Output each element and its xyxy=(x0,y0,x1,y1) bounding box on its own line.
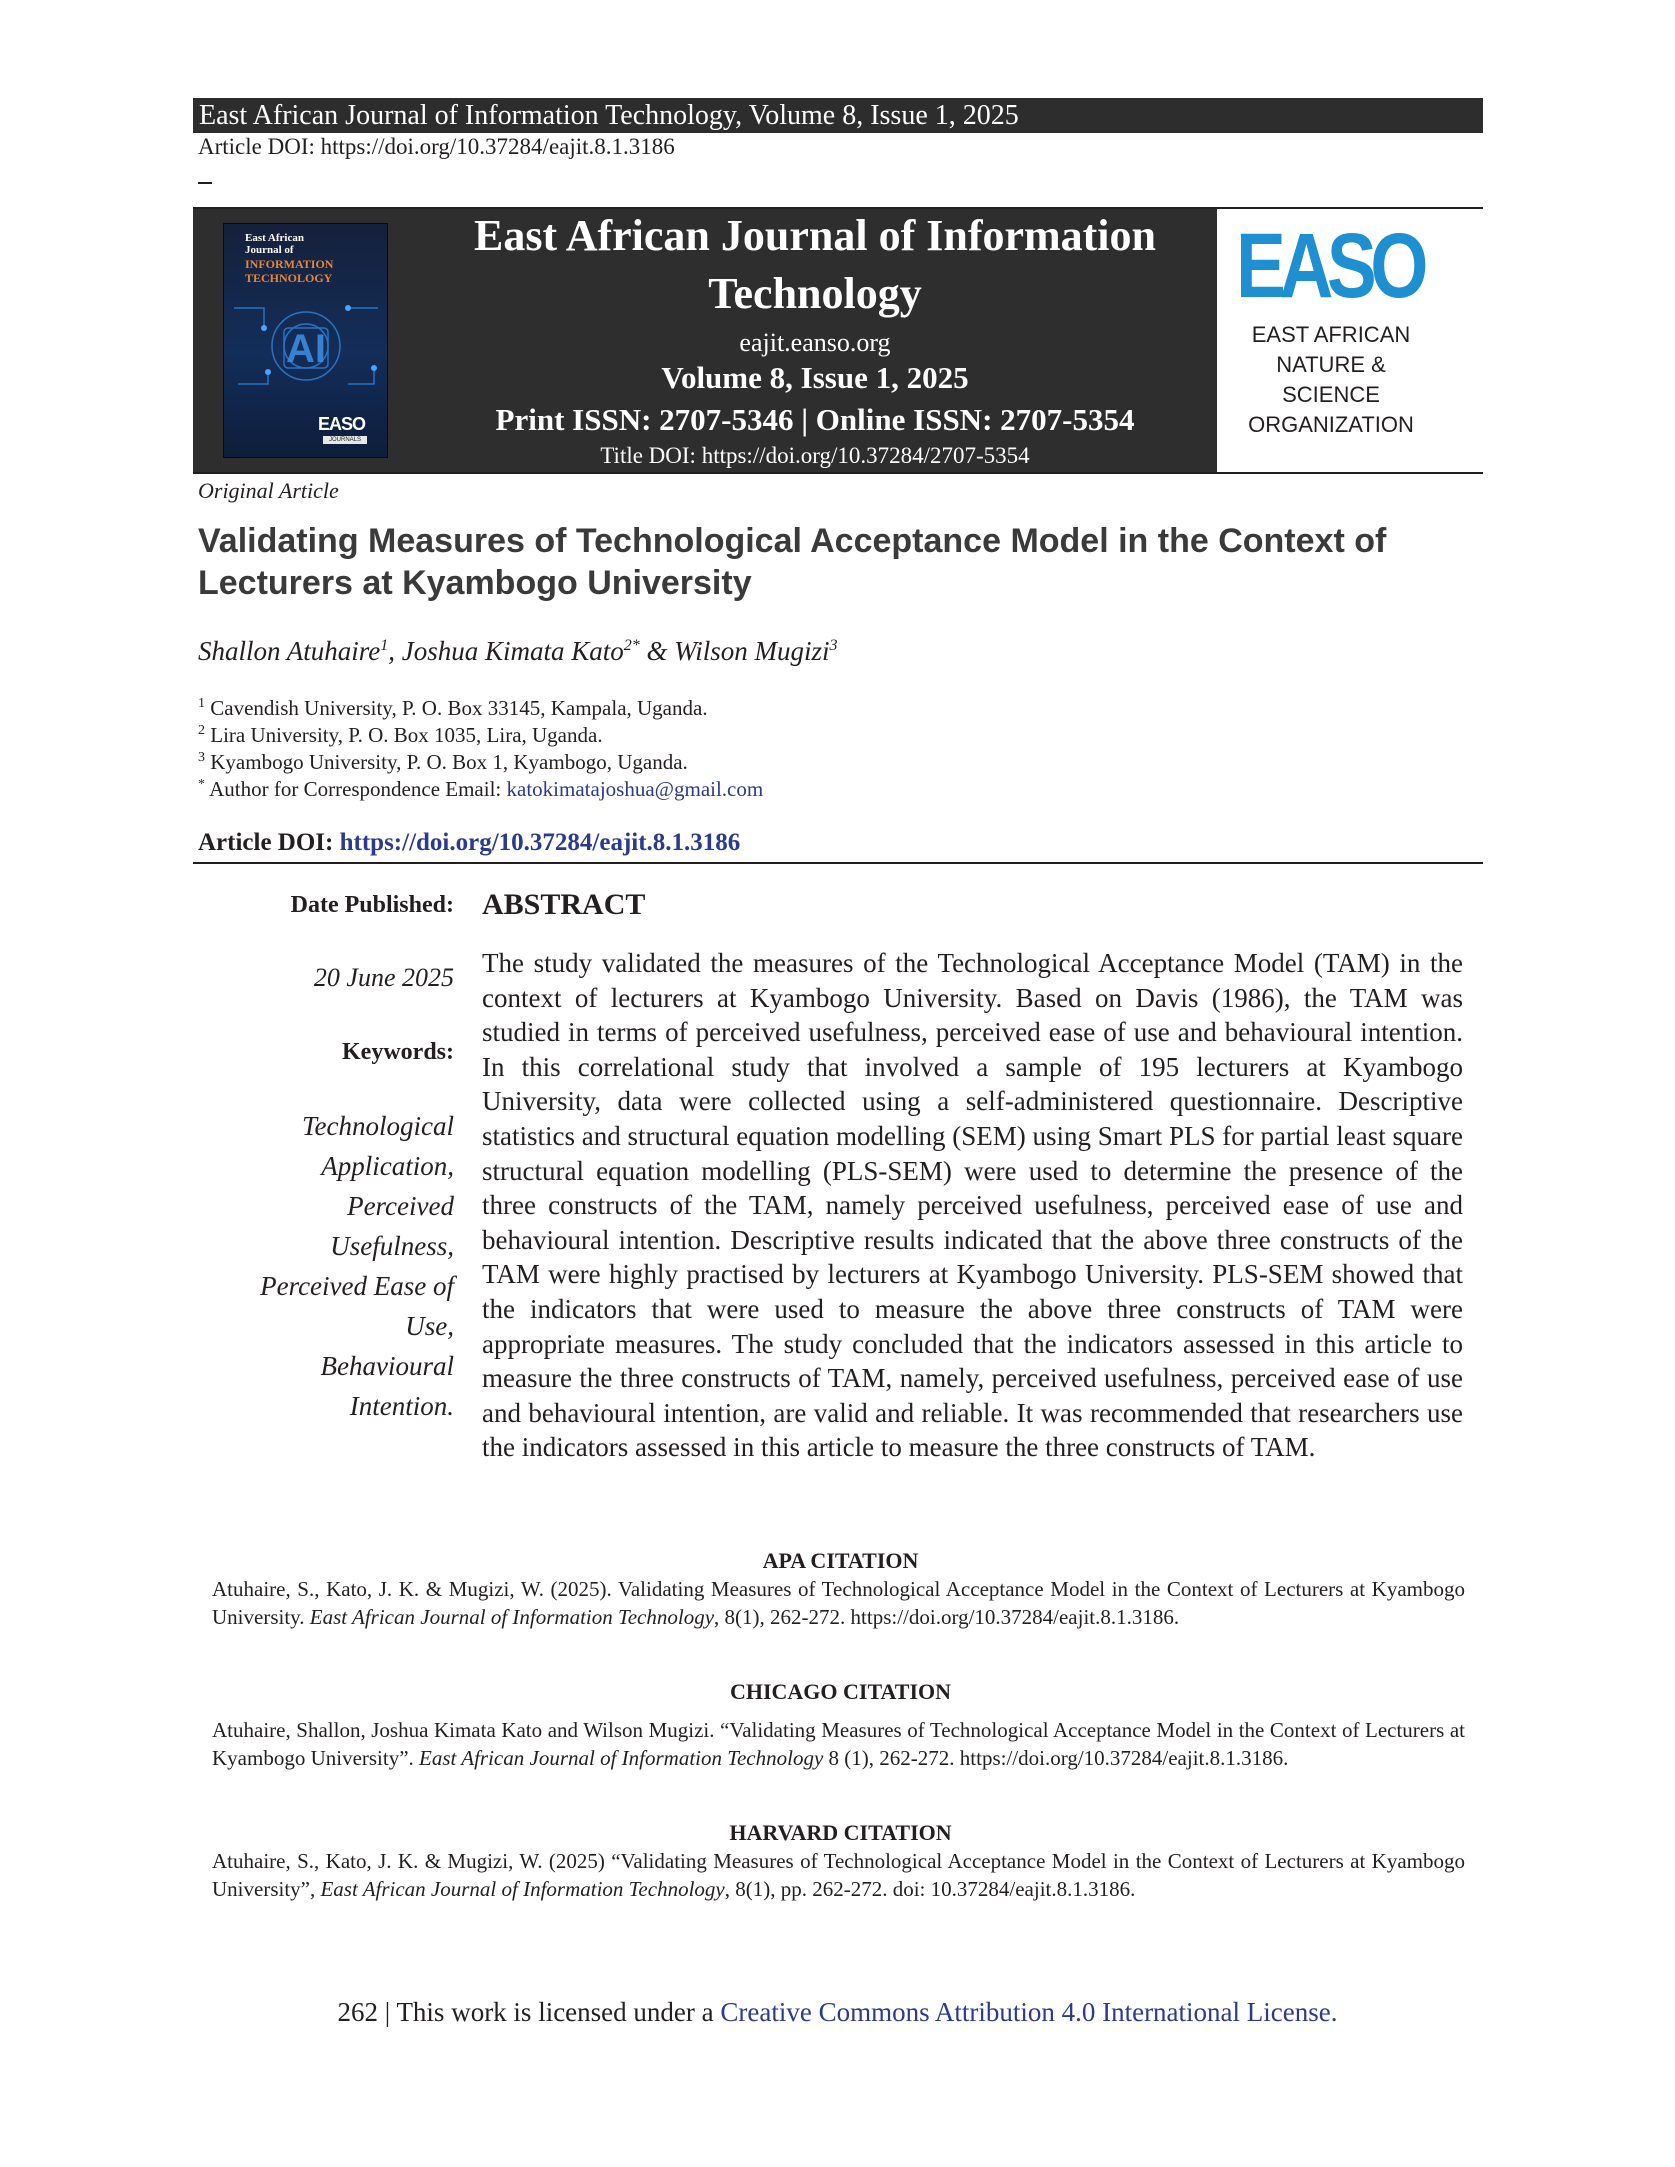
affiliation-text: Lira University, P. O. Box 1035, Lira, Uganda. xyxy=(210,723,603,747)
citation-text: Atuhaire, Shallon, Joshua Kimata Kato and Wilson Mugizi. “Validating Measures of Technological Acceptance Model in the Context of Lecturers at Kyambogo University”. xyxy=(212,1718,1465,1770)
svg-text:AI: AI xyxy=(286,327,326,371)
citation-text: 8 (1), 262-272. https://doi.org/10.37284/eajit.8.1.3186. xyxy=(823,1746,1289,1770)
correspondence xyxy=(198,771,763,803)
org-name-line-3: SCIENCE xyxy=(1282,382,1380,407)
cover-logo: EASO xyxy=(318,414,366,434)
keyword-line: Perceived xyxy=(347,1191,454,1221)
affiliation-mark: 2 xyxy=(198,723,205,738)
journal-volume-issue: Volume 8, Issue 1, 2025 xyxy=(661,360,969,395)
citation-text: , 8(1), pp. 262-272. doi: 10.37284/eajit.8.1.3186. xyxy=(724,1877,1136,1901)
organization-name xyxy=(1222,320,1440,440)
affiliation-mark: 3 xyxy=(198,750,205,765)
journal-title-doi: Title DOI: https://doi.org/10.37284/2707-5354 xyxy=(600,443,1030,468)
license-link[interactable]: Creative Commons Attribution 4.0 International License xyxy=(720,1997,1331,2027)
org-name-line-1: EAST AFRICAN xyxy=(1251,322,1411,347)
keyword-line: Perceived Ease of xyxy=(260,1271,454,1301)
journal-title: East African Journal of Information Technology xyxy=(474,211,1156,318)
author-separator: & xyxy=(639,636,675,666)
keywords-label: Keywords: xyxy=(342,1039,454,1065)
correspondence-mark: * xyxy=(198,777,205,792)
chicago-citation-text xyxy=(212,1716,1465,1772)
affiliation-text: Cavendish University, P. O. Box 33145, Kampala, Uganda. xyxy=(210,696,708,720)
journal-website[interactable]: eajit.eanso.org xyxy=(739,328,891,357)
author-name: Wilson Mugizi xyxy=(674,636,830,666)
affiliation-text: Kyambogo University, P. O. Box 1, Kyambogo, Uganda. xyxy=(210,750,688,774)
apa-citation-heading: APA CITATION xyxy=(762,1548,919,1573)
apa-citation-text xyxy=(212,1575,1465,1631)
banner-bottom-rule xyxy=(193,472,1483,474)
cover-text-2: Journal of xyxy=(245,244,294,256)
harvard-citation-heading: HARVARD CITATION xyxy=(729,1820,952,1845)
correspondence-email-link[interactable]: katokimatajoshua@gmail.com xyxy=(506,777,764,801)
date-published-label: Date Published: xyxy=(290,892,454,918)
svg-text:EASO: EASO xyxy=(1236,215,1426,317)
article-type: Original Article xyxy=(198,478,339,503)
citation-text: Atuhaire, S., Kato, J. K. & Mugizi, W. (2025). Validating Measures of Technological Acceptance Model in the Context of Lecturers at Kyambogo University. xyxy=(212,1577,1465,1629)
keyword-line: Intention. xyxy=(349,1391,454,1421)
article-doi xyxy=(198,829,740,857)
author-name: Shallon Atuhaire xyxy=(198,636,381,666)
keyword-line: Application, xyxy=(321,1151,454,1181)
page-footer xyxy=(0,1995,1675,2029)
author-affiliation-mark: 3 xyxy=(829,637,838,654)
cover-logo-sub: JOURNALS xyxy=(323,436,367,444)
abstract-heading: ABSTRACT xyxy=(482,888,646,921)
footer-text: This work is licensed under a xyxy=(396,1997,721,2027)
affiliation-mark: 1 xyxy=(198,696,205,711)
doi-rule xyxy=(193,862,1483,864)
cover-text-1: East African xyxy=(245,232,304,244)
footer-end: . xyxy=(1330,1997,1338,2027)
correspondence-label: Author for Correspondence Email: xyxy=(209,777,507,801)
article-doi-label: Article DOI: xyxy=(198,829,340,856)
footer-separator: | xyxy=(378,1997,397,2027)
article-doi-link[interactable]: https://doi.org/10.37284/eajit.8.1.3186 xyxy=(339,829,741,856)
journal-issn: Print ISSN: 2707-5346 | Online ISSN: 2707-5354 xyxy=(495,402,1135,437)
keyword-line: Usefulness, xyxy=(330,1231,454,1261)
org-name-line-2: NATURE & xyxy=(1276,352,1386,377)
paper-title: Validating Measures of Technological Acceptance Model in the Context of Lecturers at Kyambogo University xyxy=(198,522,1387,602)
keyword-line: Technological xyxy=(302,1111,454,1141)
cover-text-3: INFORMATION xyxy=(245,257,334,271)
citation-text: Atuhaire, S., Kato, J. K. & Mugizi, W. (2025) “Validating Measures of Technological Acceptance Model in the Context of Lecturers at Kyambogo University”, xyxy=(212,1849,1465,1901)
running-header-journal: East African Journal of Information Technology, Volume 8, Issue 1, 2025 xyxy=(193,98,1483,133)
cover-text-4: TECHNOLOGY xyxy=(245,271,333,285)
keyword-line: Use, xyxy=(405,1311,454,1341)
header-mark xyxy=(198,182,212,184)
keyword-line: Behavioural xyxy=(320,1351,454,1381)
author-affiliation-mark: 2* xyxy=(623,637,640,654)
harvard-citation-text xyxy=(212,1847,1465,1903)
easo-logo-icon xyxy=(1236,215,1426,317)
abstract-text: The study validated the measures of the Technological Acceptance Model (TAM) in the context of lecturers at Kyambogo University. Based on Davis (1986), the TAM was studied in terms of perceived usefulness, perceived ease of use and behavioural intention. In this correlational study that involved a sample of 195 lecturers at Kyambogo University, data were collected using a self-administered questionnaire. Descriptive statistics and structural equation modelling (SEM) using Smart PLS for partial least square structural equation modelling (PLS-SEM) were used to determine the presence of the three constructs of the TAM, namely perceived usefulness, perceived ease of use and behavioural intention. Descriptive results indicated that the above three constructs of the TAM were highly practised by lecturers at Kyambogo University. PLS-SEM showed that the indicators that were used to measure the above three constructs of TAM were appropriate measures. The study concluded that the indicators assessed in this article to measure the three constructs of TAM, namely, perceived usefulness, perceived ease of use and behavioural intention, are valid and reliable. It was recommended that researchers use the indicators assessed in this article to measure the three constructs of TAM. xyxy=(482,948,1463,1463)
cover-circuit-art xyxy=(224,288,389,408)
org-name-line-4: ORGANIZATION xyxy=(1248,412,1414,437)
running-header-doi: Article DOI: https://doi.org/10.37284/eajit.8.1.3186 xyxy=(198,134,675,159)
citation-text: , 8(1), 262-272. https://doi.org/10.37284/eajit.8.1.3186. xyxy=(714,1605,1180,1629)
citation-journal: East African Journal of Information Technology xyxy=(309,1605,715,1629)
page-number: 262 xyxy=(337,1997,379,2027)
author-separator: , xyxy=(388,636,402,666)
date-published-value: 20 June 2025 xyxy=(313,963,454,992)
author-list xyxy=(198,630,838,667)
author-affiliation-mark: 1 xyxy=(380,637,389,654)
author-name: Joshua Kimata Kato xyxy=(401,636,624,666)
chicago-citation-heading: CHICAGO CITATION xyxy=(729,1679,952,1704)
keywords-list xyxy=(198,1106,454,1426)
citation-journal: East African Journal of Information Technology xyxy=(419,1746,824,1770)
journal-cover-image xyxy=(223,223,388,458)
citation-journal: East African Journal of Information Technology xyxy=(320,1877,725,1901)
